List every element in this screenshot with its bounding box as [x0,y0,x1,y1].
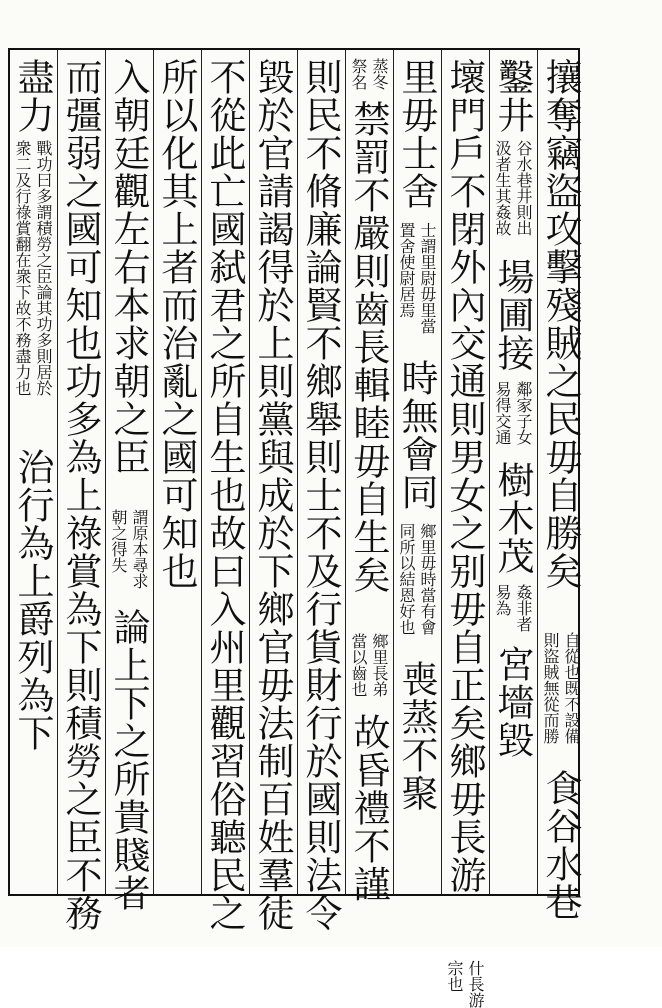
commentary-text: 當以齒也 [349,633,368,697]
commentary-text: 則盜賊無從而勝 [541,632,560,744]
text-column [537,58,583,921]
commentary-text: 衆二及行祿賞翻在衆下故不務盡力也 [13,140,32,396]
commentary-text: 朝之得失 [109,509,128,573]
main-text: 故昏禮不謹 [347,713,390,903]
text-column [105,58,151,912]
commentary-text: 蒸冬 [370,58,389,90]
main-text: 論上下之所貴賤者 [107,608,150,912]
commentary-text: 汲者生其姦故 [493,140,512,236]
text-column [249,58,295,932]
commentary-text: 姦非者 [514,584,533,632]
main-text: 入朝廷觀左右本求朝之臣 [107,58,150,476]
commentary-text: 谷水巷井則出 [514,140,533,236]
text-column [297,58,343,932]
text-column [153,58,199,888]
commentary-text: 鄰家子女 [514,381,533,445]
text-column [393,58,439,888]
text-column [441,58,487,1008]
main-text: 而彊弱之國可知也功多為上祿賞為下則積勞之臣不務 [59,58,102,932]
main-text: 治行為上爵列為下 [11,448,54,752]
commentary-text: 置舍使尉居焉 [397,222,416,318]
commentary-text: 鄉里長弟 [370,633,389,697]
main-text: 攘奪竊盜攻擊殘賊之民毋自勝矣 [539,58,582,590]
main-text: 毀於官請謁得於上則黨與成於下鄉官毋法制百姓羣徒 [251,58,294,932]
main-text: 則民不脩廉論賢不鄉舉則士不及行貨財行於國則法令 [299,58,342,932]
main-text: 鑿井 [491,58,534,134]
commentary-text: 自從也既不設備 [562,632,581,744]
main-text: 盡力 [11,58,54,134]
main-text: 時無會同 [395,359,438,511]
text-column [9,58,55,888]
main-text: 喪蒸不聚 [395,660,438,812]
main-text: 場圃接 [491,258,534,372]
main-text: 禁罰不嚴則齒長輯睦毋自生矣 [347,100,390,594]
main-text: 樹木茂 [491,461,534,575]
commentary-text: 謂原本尋求 [130,509,149,589]
text-column [345,58,391,903]
main-text: 食谷水巷 [539,769,582,921]
commentary-text: 什長游 [466,960,485,1008]
commentary-text: 宗也 [445,960,464,992]
text-column [201,58,247,932]
commentary-text: 易為 [493,584,512,616]
main-text: 里毋士舍 [395,58,438,210]
commentary-text: 同所以結恩好也 [397,523,416,635]
main-text: 不從此亡國弑君之所自生也故曰入州里觀習俗聽民之 [203,58,246,932]
main-text: 宮墻毀 [491,645,534,759]
main-text: 所以化其上者而治亂之國可知也 [155,58,198,590]
text-column [57,58,103,932]
commentary-text: 祭名 [349,58,368,90]
commentary-text: 鄉里毋時當有會 [418,523,437,635]
commentary-text: 戰功曰多謂積勞之臣論其功多則居於 [34,140,53,396]
commentary-text: 士謂里尉毋里當 [418,222,437,334]
text-column [489,58,535,888]
commentary-text: 易得交通 [493,381,512,445]
main-text: 壞門戶不閉外內交通則男女之别毋自正矣鄉毋長游 [443,58,486,894]
